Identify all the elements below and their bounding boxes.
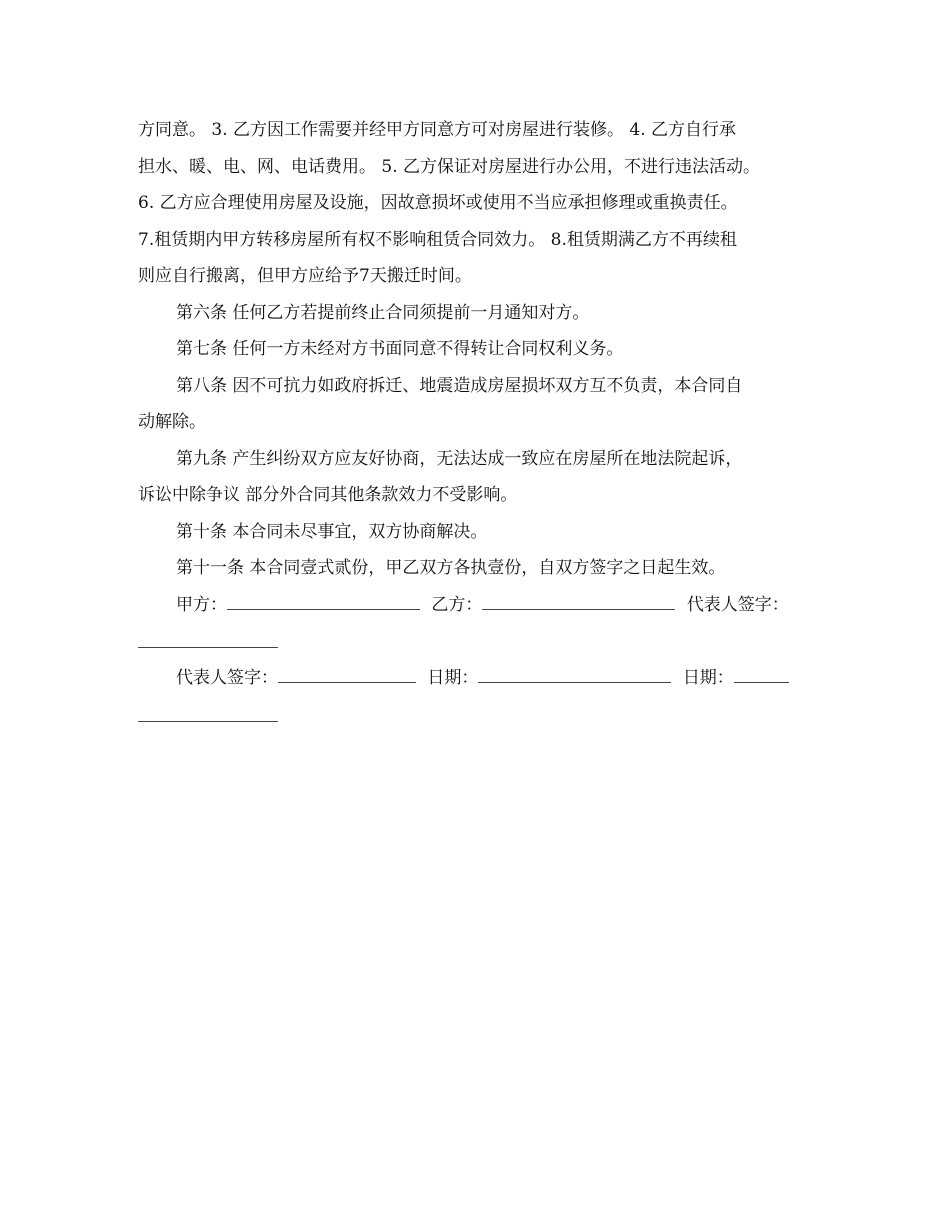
- text-line: 诉讼中除争议 部分外合同其他条款效力不受影响。: [138, 485, 518, 505]
- clause-8: [138, 368, 818, 441]
- clause-9: [138, 441, 818, 514]
- representative-sign-blank-b[interactable]: [278, 664, 416, 683]
- date-blank-a[interactable]: [478, 664, 671, 683]
- party-a-label: 甲方：: [176, 594, 227, 615]
- signature-row-reps: [138, 660, 818, 697]
- party-b-label: 乙方：: [431, 594, 483, 615]
- date-blank-b-continued[interactable]: [138, 697, 278, 722]
- text-line: 担水、暖、电、网、电话费用。 5. 乙方保证对房屋进行办公用，不进行违法活动。: [138, 156, 761, 177]
- party-a-blank[interactable]: [227, 591, 420, 610]
- representative-sign-label: 代表人签字：: [176, 668, 278, 688]
- clause-11: 第十一条 本合同壹式贰份，甲乙双方各执壹份，自双方签字之日起生效。: [176, 558, 726, 578]
- signature-row-parties: [138, 587, 818, 624]
- representative-sign-label: 代表人签字：: [686, 594, 789, 615]
- text-line: 6. 乙方应合理使用房屋及设施，因故意损坏或使用不当应承担修理或重换责任。: [138, 193, 738, 213]
- clause-5-continuation: [138, 112, 818, 295]
- contract-body: [138, 112, 818, 734]
- date-label: 日期：: [682, 668, 734, 688]
- clause-7: 第七条 任何一方未经对方书面同意不得转让合同权利义务。: [176, 339, 624, 359]
- representative-sign-blank-a[interactable]: [138, 623, 278, 648]
- text-line: 则应自行搬离，但甲方应给予7天搬迁时间。: [138, 266, 472, 286]
- date-label: 日期：: [427, 668, 479, 688]
- clause-6: 第六条 任何乙方若提前终止合同须提前一月通知对方。: [176, 302, 590, 323]
- date-blank-b[interactable]: [734, 664, 789, 683]
- text-line: 第八条 因不可抗力如政府拆迁、地震造成房屋损坏双方互不负责，本合同自: [176, 375, 743, 396]
- text-line: 动解除。: [138, 412, 206, 432]
- text-line: 第九条 产生纠纷双方应友好协商，无法达成一致应在房屋所在地法院起诉，: [176, 448, 743, 469]
- text-line: 方同意。 3. 乙方因工作需要并经甲方同意方可对房屋进行装修。 4. 乙方自行承: [138, 120, 737, 140]
- party-b-blank[interactable]: [482, 591, 675, 610]
- clause-10: 第十条 本合同未尽事宜，双方协商解决。: [176, 521, 488, 542]
- text-line: 7.租赁期内甲方转移房屋所有权不影响租赁合同效力。 8.租赁期满乙方不再续租: [138, 229, 737, 250]
